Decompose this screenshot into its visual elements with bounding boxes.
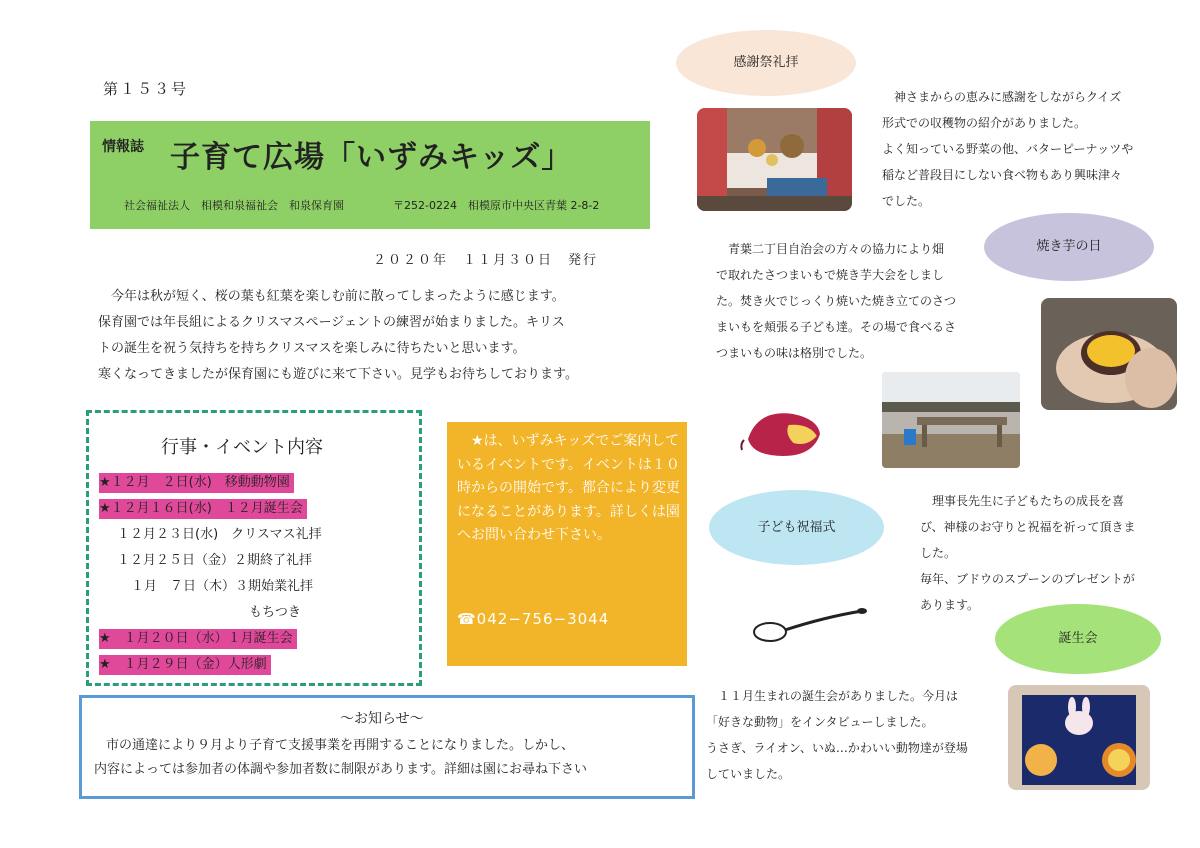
yakiimo-line: まいもを頬張る子ども達。その場で食べるさ — [716, 320, 957, 334]
notice-heading: 〜お知らせ〜 — [340, 711, 424, 727]
thanksgiving-line: よく知っている野菜の他、バターピーナッツや — [882, 142, 1134, 156]
intro-line: 今年は秋が短く、桜の葉も紅葉を楽しむ前に散ってしまったように感じます。 — [98, 289, 565, 304]
field-photo — [882, 372, 1020, 468]
thanksgiving-line: 形式での収穫物の紹介がありました。 — [882, 116, 1087, 130]
spoon-icon — [750, 605, 868, 645]
event-item: １２月２５日（金）２期終了礼拝 — [117, 553, 313, 568]
events-heading: 行事・イベント内容 — [161, 437, 323, 458]
thanksgiving-photo — [697, 108, 852, 211]
blessing-label: 子ども祝福式 — [709, 490, 884, 565]
event-item: １月 ７日（木）３期始業礼拝 — [131, 579, 314, 594]
notice-line: 内容によっては参加者の体調や参加者数に制限があります。詳細は園にお尋ね下さい — [94, 762, 587, 777]
intro-paragraph — [98, 284, 658, 388]
sweet-potato-photo — [1041, 298, 1177, 410]
event-item: ★１２月１６日(水) １２月誕生会 — [99, 499, 307, 519]
yakiimo-text — [716, 236, 981, 366]
event-item: ★ １月２９日（金）人形劇 — [99, 655, 271, 675]
event-item: １２月２３日(水) クリスマス礼拝 — [117, 527, 322, 542]
blessing-line: あります。 — [920, 598, 980, 612]
blessing-line: した。 — [920, 546, 957, 560]
birthday-text — [706, 683, 996, 787]
birthday-line: うさぎ、ライオン、いぬ…かわいい動物達が登場 — [706, 741, 968, 755]
events-box — [86, 410, 422, 686]
blessing-text — [920, 488, 1180, 618]
blessing-line: 理事長先生に子どもたちの成長を喜 — [920, 494, 1125, 508]
birthday-line: １１月生まれの誕生会がありました。今月は — [706, 689, 959, 703]
intro-line: 保育園では年長組によるクリスマスページェントの練習が始まりました。キリス — [98, 315, 565, 330]
thanksgiving-text — [882, 84, 1182, 214]
thanksgiving-line: でした。 — [882, 194, 931, 208]
thanksgiving-label: 感謝祭礼拝 — [676, 30, 856, 96]
blessing-line: 毎年、ブドウのスプーンのプレゼントが — [920, 572, 1135, 586]
thanksgiving-line: 稲など普段目にしない食べ物もあり興味津々 — [882, 168, 1123, 182]
organization-name: 社会福祉法人 相模和泉福祉会 和泉保育園 — [124, 199, 344, 212]
yakiimo-line: 青葉二丁目自治会の方々の協力により畑 — [716, 242, 945, 256]
page-title: 子育て広場「いずみキッズ」 — [170, 140, 573, 175]
event-item: ★１２月 ２日(水) 移動動物園 — [99, 473, 294, 493]
intro-line: トの誕生を祝う気持ちを持ちクリスマスを楽しみに待ちたいと思います。 — [98, 341, 526, 356]
yakiimo-line: た。焚き火でじっくり焼いた焼き立てのさつ — [716, 294, 957, 308]
newsletter-tag: 情報誌 — [102, 139, 144, 155]
issue-date: ２０２０年 １１月３０日 発行 — [373, 253, 599, 268]
intro-line: 寒くなってきましたが保育園にも遊びに来て下さい。見学もお待ちしております。 — [98, 367, 578, 382]
issue-number: 第１５３号 — [103, 80, 189, 98]
birthday-photo — [1008, 685, 1150, 790]
birthday-label: 誕生会 — [995, 604, 1161, 674]
event-info-text: ★は、いずみキッズでご案内しているイベントです。イベントは１０時からの開始です。都合により変更になることがあります。詳しくは園へお問い合わせ下さい。 — [457, 433, 680, 543]
yakiimo-line: つまいもの味は格別でした。 — [716, 346, 873, 360]
notice-line: 市の通達により９月より子育て支援事業を再開することになりました。しかし、 — [106, 738, 575, 753]
address: 〒252-0224 相模原市中央区青葉 2-8-2 — [393, 199, 600, 212]
phone-number: ☎042−756−3044 — [457, 610, 610, 628]
event-item: ★ １月２０日（水）１月誕生会 — [99, 629, 297, 649]
blessing-line: び、神様のお守りと祝福を祈って頂きま — [920, 520, 1136, 534]
event-info-box — [447, 422, 687, 666]
birthday-line: していました。 — [706, 767, 791, 781]
yakiimo-line: で取れたさつまいもで焼き芋大会をしまし — [716, 268, 945, 282]
yakiimo-label: 焼き芋の日 — [984, 213, 1154, 281]
title-banner — [90, 121, 650, 229]
thanksgiving-line: 神さまからの恵みに感謝をしながらクイズ — [882, 90, 1122, 104]
sweet-potato-icon — [738, 404, 830, 464]
notice-box — [79, 695, 695, 799]
birthday-line: 「好きな動物」をインタビューしました。 — [706, 715, 934, 729]
event-item: もちつき — [249, 605, 301, 620]
